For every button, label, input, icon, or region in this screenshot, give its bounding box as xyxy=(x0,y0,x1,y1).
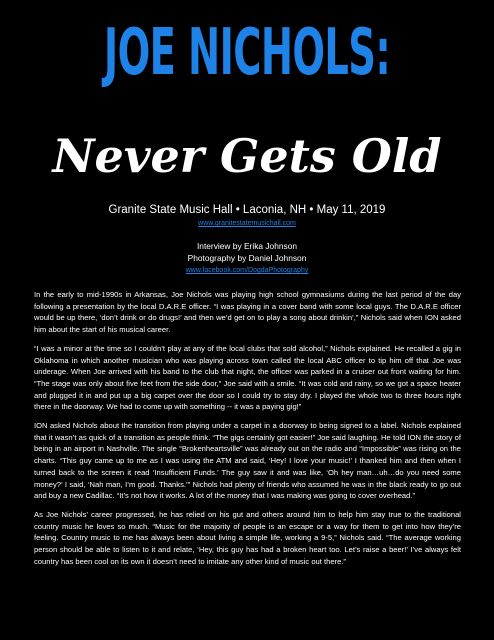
article-paragraph: As Joe Nichols’ career progressed, he has relied on his gut and others around him to help him stay true to the traditional country music he loves so much. “Music for the majority of people is an escape or a way for them to get into how they’re feeling. Country music to me has always been about living a simple life, working a 9-5,” Nichols said. “The average working person should be able to listen to it and relate, ‘Hey, this guy has had a broken heart too. Let’s raise a beer!’ I’ve always felt country has been cool on its own it doesn’t need to imitate any other kind of music out there.” xyxy=(34,509,461,566)
photography-credit: Photography by Daniel Johnson xyxy=(187,253,307,263)
article-paragraph: “I was a minor at the time so I couldn’t play at any of the local clubs that sold alcohol,” Nichols explained. He recalled a gig in Oklahoma in which another musician who was playing across town called the local ABC officer to tip him off that Joe was underage. When Joe arrived with his band to the club that night, the officer was parked in a cruiser out front waiting for him. “The stage was only about five feet from the side door,” Joe said with a smile. “It was cold and rainy, so we got a space heater and plugged it in and put up a big carpet over the door so I could try to stay dry. I played the whole two to three hours right there in the doorway. We had to come up with something -- it was a paying gig!” xyxy=(34,343,461,412)
article-body xyxy=(34,289,461,574)
article-paragraph: In the early to mid-1990s in Arkansas, Joe Nichols was playing high school gymnasiums during the last period of the day following a presentation by the local D.A.R.E officer. “I was playing in a cover band with some local guys. The D.A.R.E officer would be up there, ‘don’t drink or do drugs!’ and then we’d get on to play a song about drinkin’,” Nichols said when ION asked him about the start of his musical career. xyxy=(34,290,461,335)
article-paragraph: ION asked Nichols about the transition from playing under a carpet in a doorway to being signed to a label. Nichols explained that it wasn’t as quick of a transition as people think. “The gigs certainly got easier!” Joe said laughing. He told ION the story of being in an airport in Nashville. The single “Brokenheartsville” was already out on the radio and “Impossible” was rising on the charts. “This guy came up to me as I was using the ATM and said, ‘Hey! I love your music!’ I thanked him and then when I turned back to the screen it read ‘Insufficient Funds.’ The guy saw it and was like, ‘Oh hey man…uh…do you need some money?’ I said, ‘Nah man, I’m good. Thanks.’” Nichols had plenty of friends who assumed he was in the black ready to go out and buy a new Cadillac. “It’s not how it works. A lot of the money that I was making was going to cover overhead.” xyxy=(34,421,461,501)
headline-subtitle: Never Gets Old xyxy=(52,129,442,183)
venue-line: Granite State Music Hall • Laconia, NH • May 11, 2019 xyxy=(108,204,386,216)
headline-title: JOE NICHOLS: xyxy=(103,16,391,90)
interview-credit: Interview by Erika Johnson xyxy=(196,241,298,251)
photographer-link[interactable]: www.facebook.com/DogdaPhotography xyxy=(185,267,309,274)
venue-link[interactable]: www.granitestatemusichall.com xyxy=(198,220,296,227)
